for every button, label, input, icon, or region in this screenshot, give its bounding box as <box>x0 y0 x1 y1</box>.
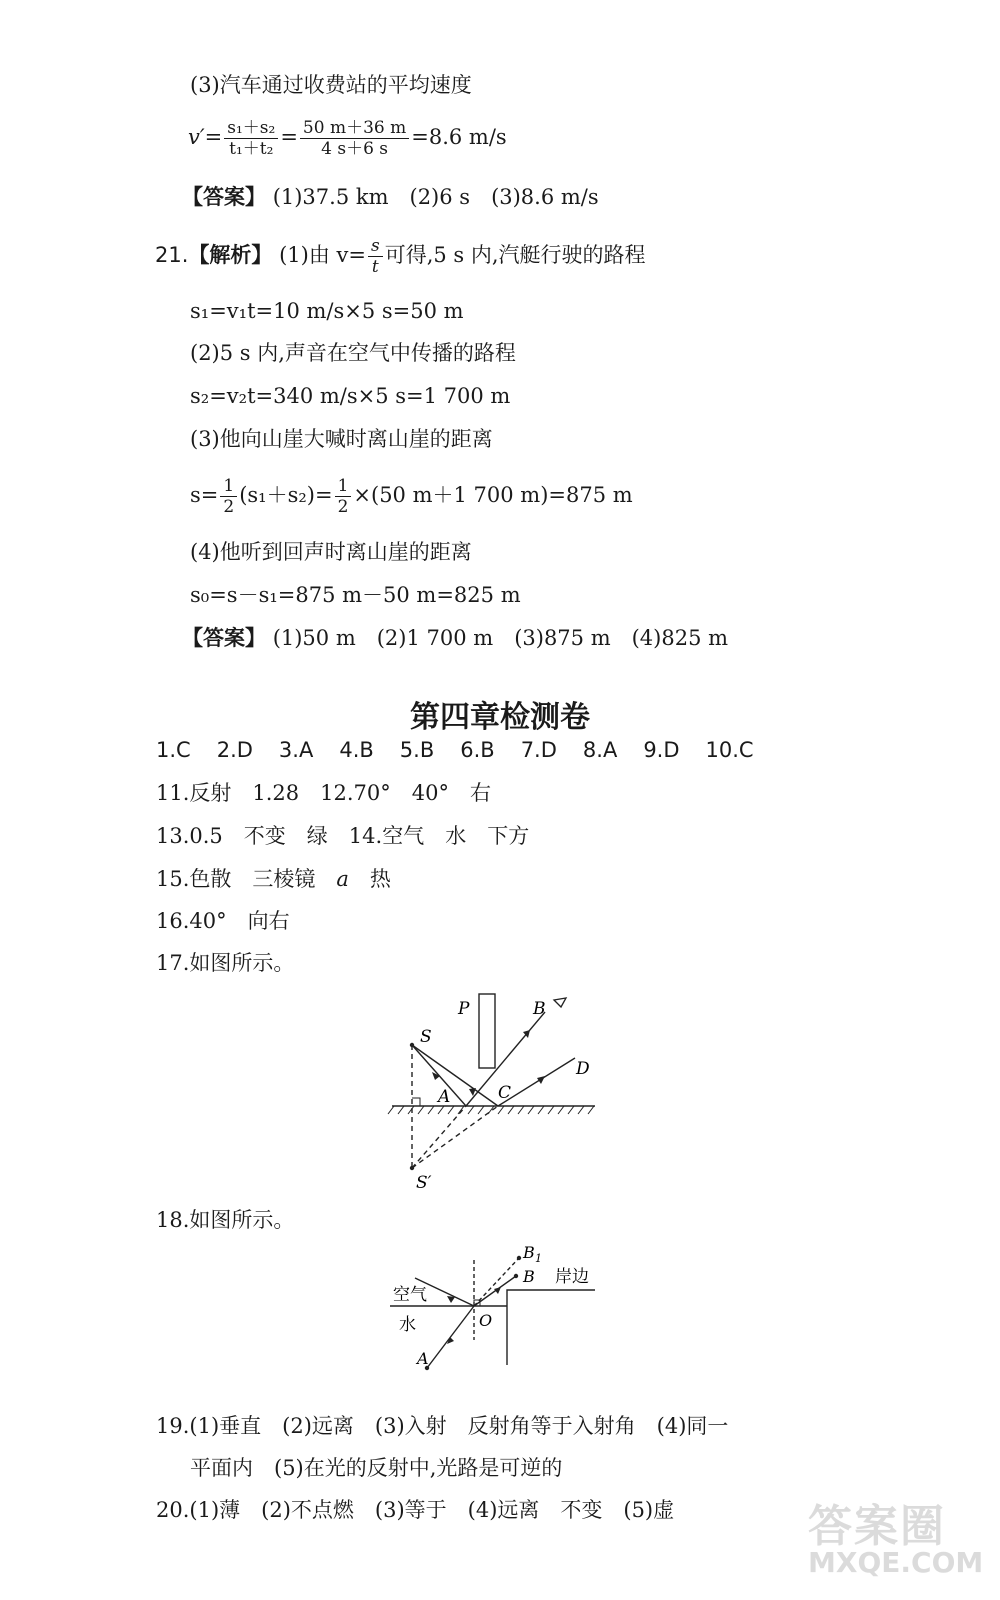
q20-answer: 【答案】 (1)37.5 km (2)6 s (3)8.6 m/s <box>182 185 599 209</box>
fill-20: 20.(1)薄 (2)不点燃 (3)等于 (4)远离 不变 (5)虚 <box>156 1498 675 1522</box>
q21-part2: (2)5 s 内,声音在空气中传播的路程 <box>190 341 516 365</box>
q21-part4: (4)他听到回声时离山崖的距离 <box>190 540 472 564</box>
fill-17: 17.如图所示。 <box>156 951 295 975</box>
q21-eq1: s₁=v₁t=10 m/s×5 s=50 m <box>190 299 464 323</box>
label-C: C <box>498 1083 512 1103</box>
q21-intro: 21.【解析】 (1)由 v= $\frac{s}{t}$ 可得,5 s 内,汽艇行驶的路程 <box>155 236 646 277</box>
label-A: A <box>438 1087 451 1107</box>
figure-18-refraction-diagram <box>385 1240 615 1380</box>
label-water: 水 <box>399 1315 416 1335</box>
eq-lhs: v′= <box>188 125 223 149</box>
label-B1: B <box>523 1243 535 1262</box>
mc-answers: 1.C 2.D 3.A 4.B 5.B 6.B 7.D 8.A 9.D 10.C <box>156 738 754 762</box>
fill-16: 16.40° 向右 <box>156 909 290 933</box>
fill-11-12: 11.反射 1.28 12.70° 40° 右 <box>156 781 491 805</box>
label-S: S <box>420 1027 432 1047</box>
fill-18: 18.如图所示。 <box>156 1208 295 1232</box>
label-A: A <box>417 1349 429 1368</box>
fraction: $\frac{s}{t}$ <box>368 236 383 277</box>
fraction-half: $\frac{1}{2}$ <box>220 476 237 517</box>
fraction: $\frac{\text{s₁＋s₂}}{\text{t₁＋t₂}}$ <box>224 118 278 159</box>
fraction: $\frac{50 m+36 m}{4 s+6 s}$ <box>300 118 409 159</box>
fill-13-14: 13.0.5 不变 绿 14.空气 水 下方 <box>156 824 530 848</box>
label-shore: 岸边 <box>555 1267 589 1287</box>
q20-part3-equation: v′= $\frac{\text{s₁＋s₂}}{\text{t₁＋t₂}}$ = $\frac{50 m+36 m}{4 s+6 s}$ =8.6 m/s <box>188 118 507 159</box>
q21-eq2: s₂=v₂t=340 m/s×5 s=1 700 m <box>190 384 511 408</box>
label-B1-sub: 1 <box>535 1252 542 1265</box>
label-S-prime: S′ <box>416 1173 432 1193</box>
watermark: 答案圈 MXQE.COM <box>808 1501 984 1579</box>
fill-19-line1: 19.(1)垂直 (2)远离 (3)入射 反射角等于入射角 (4)同一 <box>156 1414 729 1438</box>
fraction-half: $\frac{1}{2}$ <box>335 476 352 517</box>
q20-part3-title: (3)汽车通过收费站的平均速度 <box>190 73 472 97</box>
label-air: 空气 <box>393 1285 427 1305</box>
q21-part3: (3)他向山崖大喊时离山崖的距离 <box>190 427 493 451</box>
chapter-title: 第四章检测卷 <box>410 700 590 735</box>
fill-15: 15.色散 三棱镜 a 热 <box>156 867 391 891</box>
q21-eq4: s₀=s－s₁=875 m－50 m=825 m <box>190 583 521 607</box>
q21-answer: 【答案】 (1)50 m (2)1 700 m (3)875 m (4)825 m <box>182 626 729 650</box>
q21-eq3: s= $\frac{1}{2}$ (s₁＋s₂)= $\frac{1}{2}$ ×(50 m＋1 700 m)=875 m <box>190 476 633 517</box>
label-D: D <box>576 1059 590 1079</box>
label-P: P <box>458 999 470 1019</box>
fill-19-line2: 平面内 (5)在光的反射中,光路是可逆的 <box>190 1456 563 1480</box>
label-O: O <box>479 1311 493 1330</box>
figure-17-reflection-diagram <box>380 990 620 1200</box>
label-B: B <box>533 999 546 1019</box>
label-B: B <box>523 1267 535 1286</box>
